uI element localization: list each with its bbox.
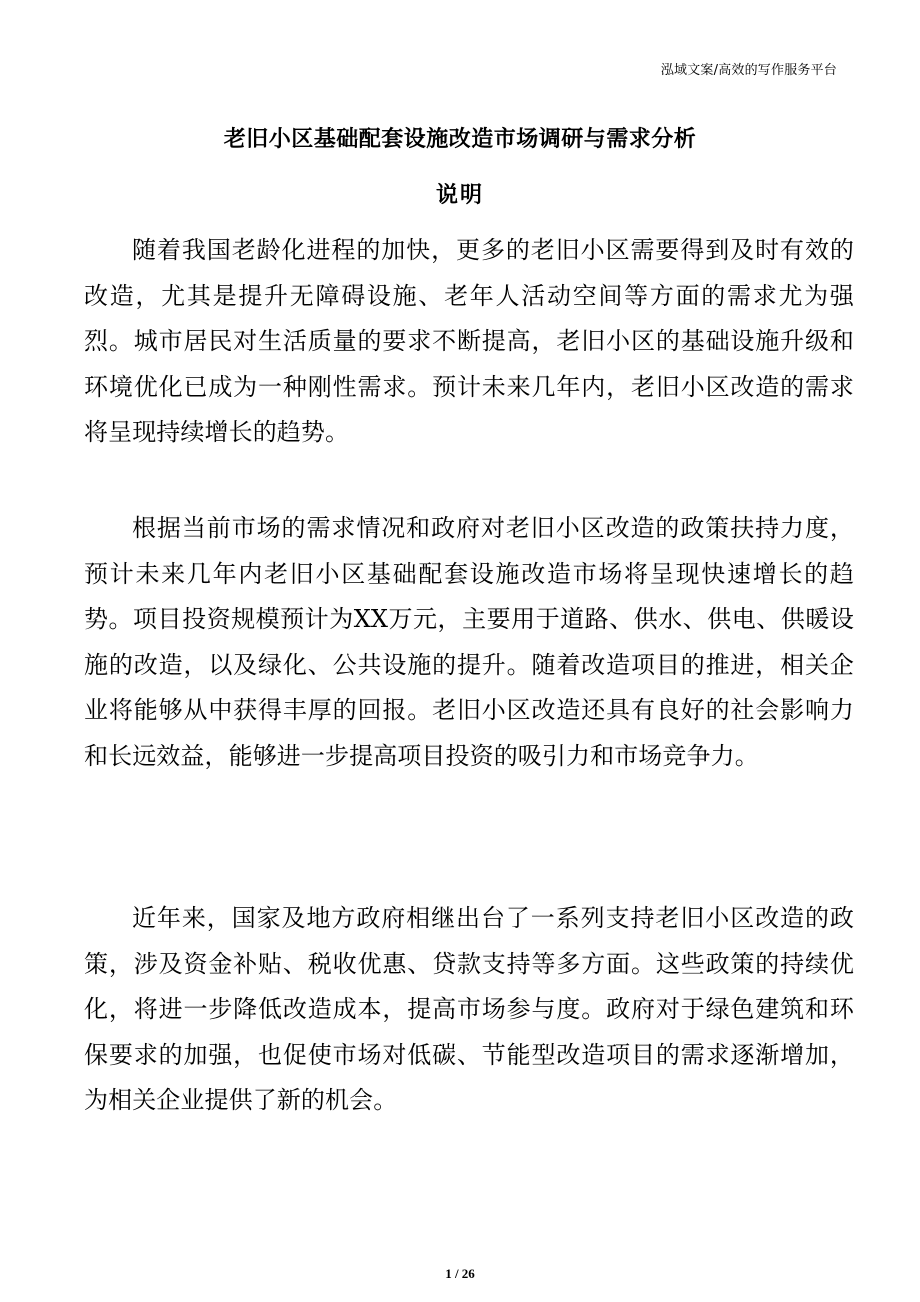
body-paragraph-2: 根据当前市场的需求情况和政府对老旧小区改造的政策扶持力度，预计未来几年内老旧小区基础配套设施改造市场将呈现快速增长的趋势。项目投资规模预计为XX万元，主要用于道路、供水、供电、供暖设施的改造，以及绿化、公共设施的提升。随着改造项目的推进，相关企业将能够从中获得丰厚的回报。老旧小区改造还具有良好的社会影响力和长远效益，能够进一步提高项目投资的吸引力和市场竞争力。 [84,514,854,770]
section-heading: 说明 [435,183,484,208]
body-paragraph-1: 随着我国老龄化进程的加快，更多的老旧小区需要得到及时有效的改造，尤其是提升无障碍设施、老年人活动空间等方面的需求尤为强烈。城市居民对生活质量的要求不断提高，老旧小区的基础设施升级和环境优化已成为一种刚性需求。预计未来几年内，老旧小区改造的需求将呈现持续增长的趋势。 [84,236,854,446]
page-indicator: 1 / 26 [445,1266,475,1281]
body-paragraph-3: 近年来，国家及地方政府相继出台了一系列支持老旧小区改造的政策，涉及资金补贴、税收优惠、贷款支持等多方面。这些政策的持续优化，将进一步降低改造成本，提高市场参与度。政府对于绿色建筑和环保要求的加强，也促使市场对低碳、节能型改造项目的需求逐渐增加，为相关企业提供了新的机会。 [84,904,854,1114]
document-title: 老旧小区基础配套设施改造市场调研与需求分析 [223,127,697,152]
header-brand: 泓域文案/高效的写作服务平台 [660,63,837,78]
